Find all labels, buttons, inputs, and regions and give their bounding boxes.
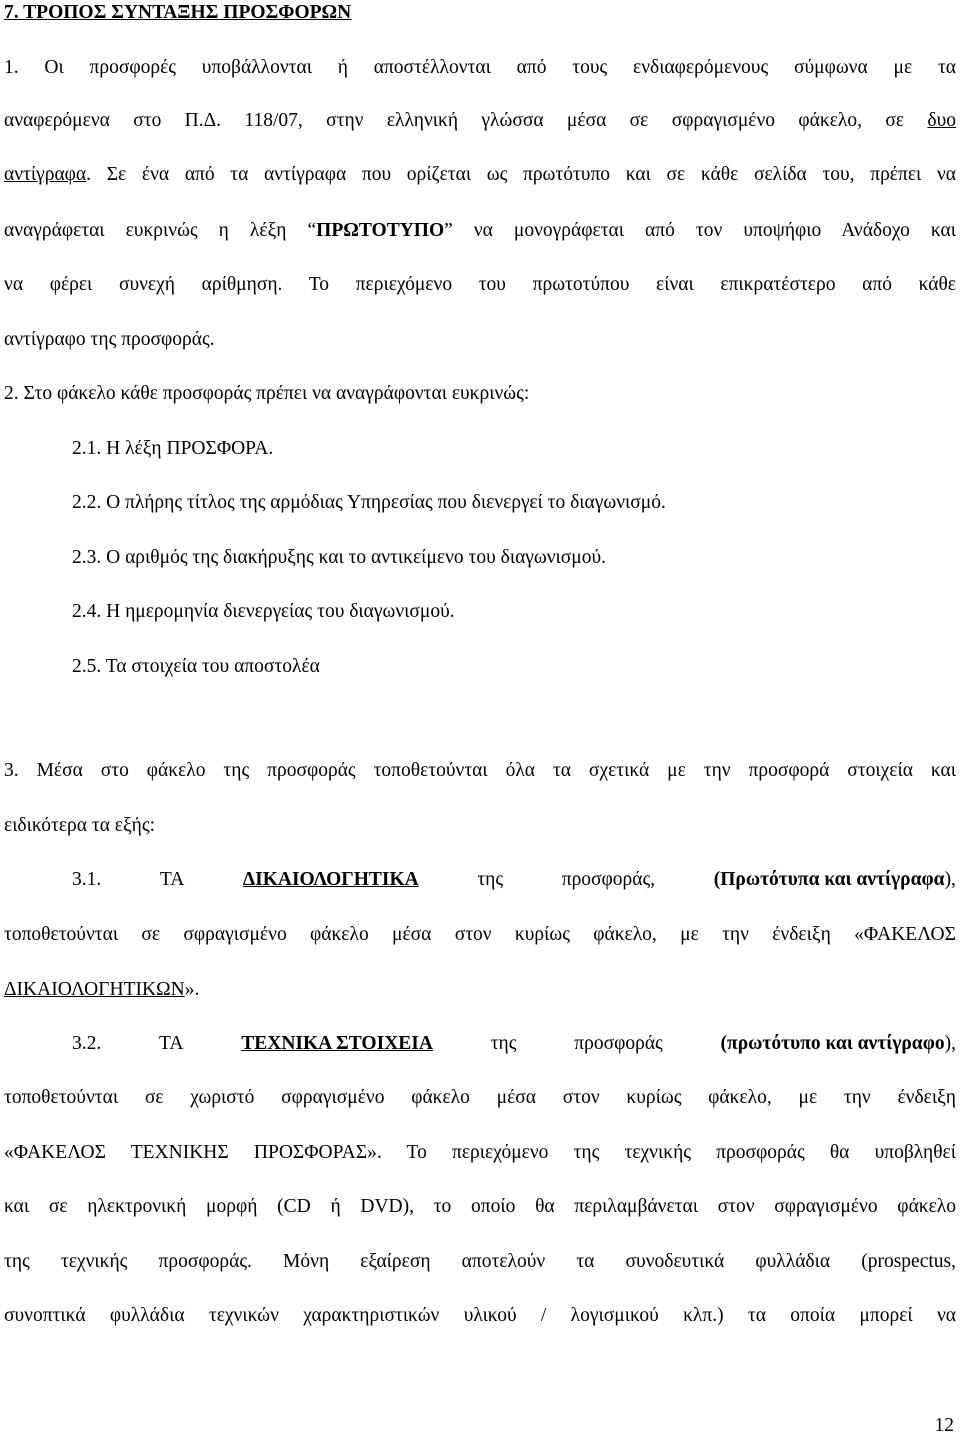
item-3-2-tis: της (490, 1033, 517, 1054)
item-3-2-line-4: και σε ηλεκτρονική μορφή (CD ή DVD), το οποίο θα περιλαμβάνεται στον σφραγισμένο φάκελο (4, 1196, 956, 1217)
item-3-2-parenthetical-close: ), (944, 1033, 956, 1054)
list-item: 2.4. Η ημερομηνία διενεργείας του διαγωνισμού. (72, 601, 455, 622)
item-3-2-line-1 (72, 1031, 956, 1057)
item-3-2-line-3: «ΦΑΚΕΛΟΣ ΤΕΧΝΙΚΗΣ ΠΡΟΣΦΟΡΑΣ». Το περιεχόμενο της τεχνικής προσφοράς θα υποβληθεί (4, 1142, 956, 1163)
item-3-1-ta: ΤΑ (159, 869, 185, 890)
item-3-1-line-2: τοποθετούνται σε σφραγισμένο φάκελο μέσα στον κυρίως φάκελο, με την ένδειξη «ΦΑΚΕΛΟΣ (4, 924, 956, 945)
page-number: 12 (934, 1415, 954, 1436)
list-item: 2.1. Η λέξη ΠΡΟΣΦΟΡΑ. (72, 438, 274, 459)
item-3-1-parenthetical-close: ), (944, 869, 956, 890)
paragraph-1-line-2 (4, 108, 956, 134)
item-3-2-line-5: της τεχνικής προσφοράς. Μόνη εξαίρεση αποτελούν τα συνοδευτικά φυλλάδια (prospectus, (4, 1251, 956, 1272)
underlined-word-dyo: δυο (927, 110, 956, 131)
section-heading: 7. ΤΡΟΠΟΣ ΣΥΝΤΑΞΗΣ ΠΡΟΣΦΟΡΩΝ (4, 2, 352, 23)
item-3-1-line-3 (4, 977, 956, 1003)
paragraph-3-line-1: 3. Μέσα στο φάκελο της προσφοράς τοποθετούνται όλα τα σχετικά με την προσφορά στοιχεία και (4, 760, 956, 781)
item-3-2-ta: ΤΑ (159, 1033, 184, 1054)
item-3-1-number: 3.1. (72, 869, 102, 890)
paragraph-1-line-4-start: αναγράφεται ευκρινώς η λέξη “ (4, 220, 317, 241)
item-3-2-line-6: συνοπτικά φυλλάδια τεχνικών χαρακτηριστικών υλικού / λογισμικού κλπ.) τα οποία μπορεί να (4, 1305, 956, 1326)
paragraph-2-intro: 2. Στο φάκελο κάθε προσφοράς πρέπει να αναγράφονται ευκρινώς: (4, 383, 530, 404)
paragraph-1-line-1: 1. Οι προσφορές υποβάλλονται ή αποστέλλονται από τους ενδιαφερόμενους σύμφωνα με τα (4, 57, 956, 78)
paragraph-1-line-6: αντίγραφο της προσφοράς. (4, 329, 215, 350)
item-3-2-parenthetical (721, 1031, 956, 1057)
paragraph-1-line-4 (4, 218, 956, 244)
item-3-1-prosforas: προσφοράς, (561, 869, 656, 890)
paragraph-1-line-3-text: . Σε ένα από τα αντίγραφα που ορίζεται ως πρωτότυπο και σε κάθε σελίδα του, πρέπει να (86, 164, 956, 185)
item-3-1-dikaiologitika: ΔΙΚΑΙΟΛΟΓΗΤΙΚΑ (242, 869, 419, 890)
underlined-word-antigrafa: αντίγραφα (4, 164, 87, 185)
item-3-2-prosforas: προσφοράς (574, 1033, 663, 1054)
item-3-1-tis: της (477, 869, 504, 890)
item-3-1-parenthetical-bold: (Πρωτότυπα και αντίγραφα (713, 869, 945, 890)
item-3-1-parenthetical (714, 867, 956, 893)
list-item: 2.5. Τα στοιχεία του αποστολέα (72, 656, 320, 677)
list-item: 2.3. Ο αριθμός της διακήρυξης και το αντικείμενο του διαγωνισμού. (72, 547, 607, 568)
underlined-word-dikaiologitikon: ΔΙΚΑΙΟΛΟΓΗΤΙΚΩΝ (4, 979, 185, 1000)
paragraph-1-line-2-text: αναφερόμενα στο Π.Δ. 118/07, στην ελληνική γλώσσα μέσα σε σφραγισμένο φάκελο, σε (4, 110, 928, 131)
paragraph-1-line-5: να φέρει συνεχή αρίθμηση. Το περιεχόμενο του πρωτοτύπου είναι επικρατέστερο από κάθε (4, 274, 956, 295)
item-3-2-line-2: τοποθετούνται σε χωριστό σφραγισμένο φάκελο μέσα στον κυρίως φάκελο, με την ένδειξη (4, 1087, 956, 1108)
paragraph-1-line-3 (4, 162, 956, 188)
bold-word-prototypo: ΠΡΩΤΟΤΥΠΟ (316, 220, 445, 241)
item-3-2-texnika-stoixeia: ΤΕΧΝΙΚΑ ΣΤΟΙΧΕΙΑ (241, 1033, 433, 1054)
item-3-1-line-3-end: ». (184, 979, 200, 1000)
item-3-2-number: 3.2. (72, 1033, 102, 1054)
paragraph-1-line-4-end: ” να μονογράφεται από τον υποψήφιο Ανάδοχο και (444, 220, 956, 241)
item-3-1-line-1 (72, 867, 956, 893)
paragraph-3-line-2: ειδικότερα τα εξής: (4, 815, 156, 836)
list-item: 2.2. Ο πλήρης τίτλος της αρμόδιας Υπηρεσίας που διενεργεί το διαγωνισμό. (72, 492, 666, 513)
item-3-2-parenthetical-bold: (πρωτότυπο και αντίγραφο (720, 1033, 945, 1054)
